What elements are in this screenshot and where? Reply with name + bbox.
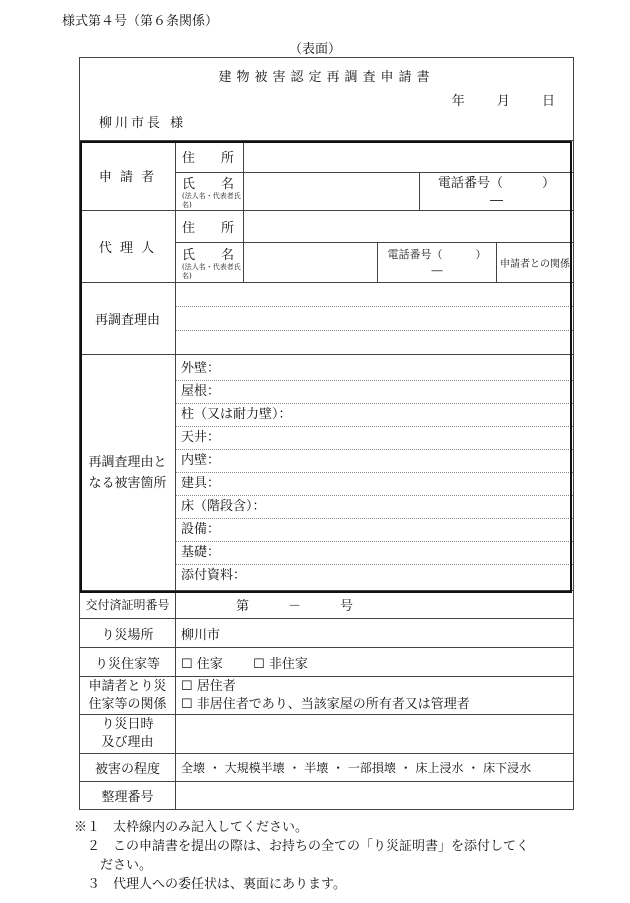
reason-line[interactable] [176, 283, 573, 307]
relation-field [176, 677, 574, 715]
agent-phone-label: 電話番号（ ） [387, 247, 487, 261]
applicant-address-field[interactable] [244, 141, 574, 173]
damage-item[interactable]: 建具： [176, 473, 573, 496]
disaster-place-field[interactable]: 柳川市 [176, 619, 574, 648]
applicant-label: 申 請 者 [80, 141, 176, 211]
owner-manager-checkbox[interactable]: ☐ 非居住者であり、当該家屋の所有者又は管理者 [181, 696, 470, 712]
date-year: 年 [451, 94, 465, 109]
residence-checkbox[interactable]: ☐ 住家 [181, 656, 223, 672]
relation-label-line1: 申請者とり災 [88, 678, 167, 694]
form-title: 建物被害認定再調査申請書 [218, 70, 435, 85]
note-line: ２ この申請書を提出の際は、お持ちの全ての「り災証明書」を添付してく [74, 839, 530, 854]
reason-label: 再調査理由 [80, 283, 176, 355]
application-form [79, 57, 574, 810]
damage-item[interactable]: 床（階段含）： [176, 496, 573, 519]
certificate-label: 交付済証明番号 [80, 591, 176, 619]
disaster-date-field[interactable] [176, 715, 574, 754]
damage-parts-label [80, 355, 176, 591]
disaster-date-label-line2: 及び理由 [101, 735, 154, 750]
applicant-address-label: 住 所 [176, 141, 244, 173]
form-header [80, 58, 574, 141]
ref-number-label: 整理番号 [80, 782, 176, 810]
damage-level-label: 被害の程度 [80, 754, 176, 782]
note-line: ３ 代理人への委任状は、裏面にあります。 [74, 877, 346, 892]
damage-item[interactable]: 内壁： [176, 450, 573, 473]
reason-line[interactable] [176, 307, 573, 331]
resident-checkbox[interactable]: ☐ 居住者 [181, 678, 236, 694]
damage-item[interactable]: 柱（又は耐力壁）： [176, 404, 573, 427]
agent-name-label: 氏 名 [182, 248, 235, 263]
agent-name-label-cell [176, 243, 244, 283]
disaster-date-label-line1: り災日時 [101, 717, 154, 732]
damage-item[interactable]: 屋根： [176, 381, 573, 404]
relation-label [80, 677, 176, 715]
damage-level-options[interactable]: 全壊 ・ 大規模半壊 ・ 半壊 ・ 一部損壊 ・ 床上浸水 ・ 床下浸水 [176, 754, 574, 782]
agent-phone-field[interactable] [378, 243, 497, 283]
reason-line[interactable] [176, 331, 573, 354]
date-day: 日 [542, 94, 556, 109]
damage-item[interactable]: 添付資料： [181, 568, 247, 583]
agent-label: 代 理 人 [80, 211, 176, 283]
damage-item[interactable]: 外壁： [176, 358, 573, 381]
applicant-phone-field[interactable] [420, 173, 574, 211]
addressee: 柳川市長 様 [99, 116, 187, 131]
notes [74, 818, 529, 894]
form-number: 様式第４号（第６条関係） [62, 14, 219, 29]
side-label: （表面） [288, 42, 341, 57]
agent-address-label: 住 所 [176, 211, 244, 243]
damage-item[interactable]: 設備： [176, 519, 573, 542]
date-month: 月 [496, 94, 510, 109]
certificate-field[interactable]: 第 － 号 [176, 591, 574, 619]
applicant-name-field[interactable] [244, 173, 420, 211]
applicant-phone-dash: ― [490, 192, 504, 208]
applicant-name-sub: (法人名・代表者氏名) [182, 192, 241, 209]
agent-relation-label: 申請者との関係 [497, 243, 574, 283]
damage-parts-label-line1: 再調査理由と [88, 454, 167, 470]
agent-name-field[interactable] [244, 243, 378, 283]
disaster-place-label: り災場所 [80, 619, 176, 648]
agent-phone-dash: ― [431, 263, 443, 277]
note-line: ※１ 太枠線内のみ記入してください。 [74, 820, 309, 835]
disaster-date-label [80, 715, 176, 754]
damage-parts-label-line2: なる被害箇所 [88, 475, 167, 491]
damage-item[interactable]: 基礎： [176, 542, 573, 565]
note-line: ださい。 [74, 858, 153, 873]
ref-number-field[interactable] [176, 782, 574, 810]
non-residence-checkbox[interactable]: ☐ 非住家 [253, 656, 308, 672]
damage-item[interactable]: 天井： [176, 427, 573, 450]
agent-name-sub: (法人名・代表者氏名) [182, 263, 241, 280]
applicant-phone-label: 電話番号（ ） [438, 175, 556, 191]
applicant-name-label: 氏 名 [182, 177, 235, 192]
agent-address-field[interactable] [244, 211, 574, 243]
disaster-house-field [176, 648, 574, 677]
applicant-name-label-cell [176, 173, 244, 211]
reason-field[interactable] [176, 283, 574, 355]
disaster-house-label: り災住家等 [80, 648, 176, 677]
damage-parts-field[interactable] [176, 355, 574, 591]
relation-label-line2: 住家等の関係 [88, 696, 167, 712]
date-line[interactable] [452, 90, 555, 109]
